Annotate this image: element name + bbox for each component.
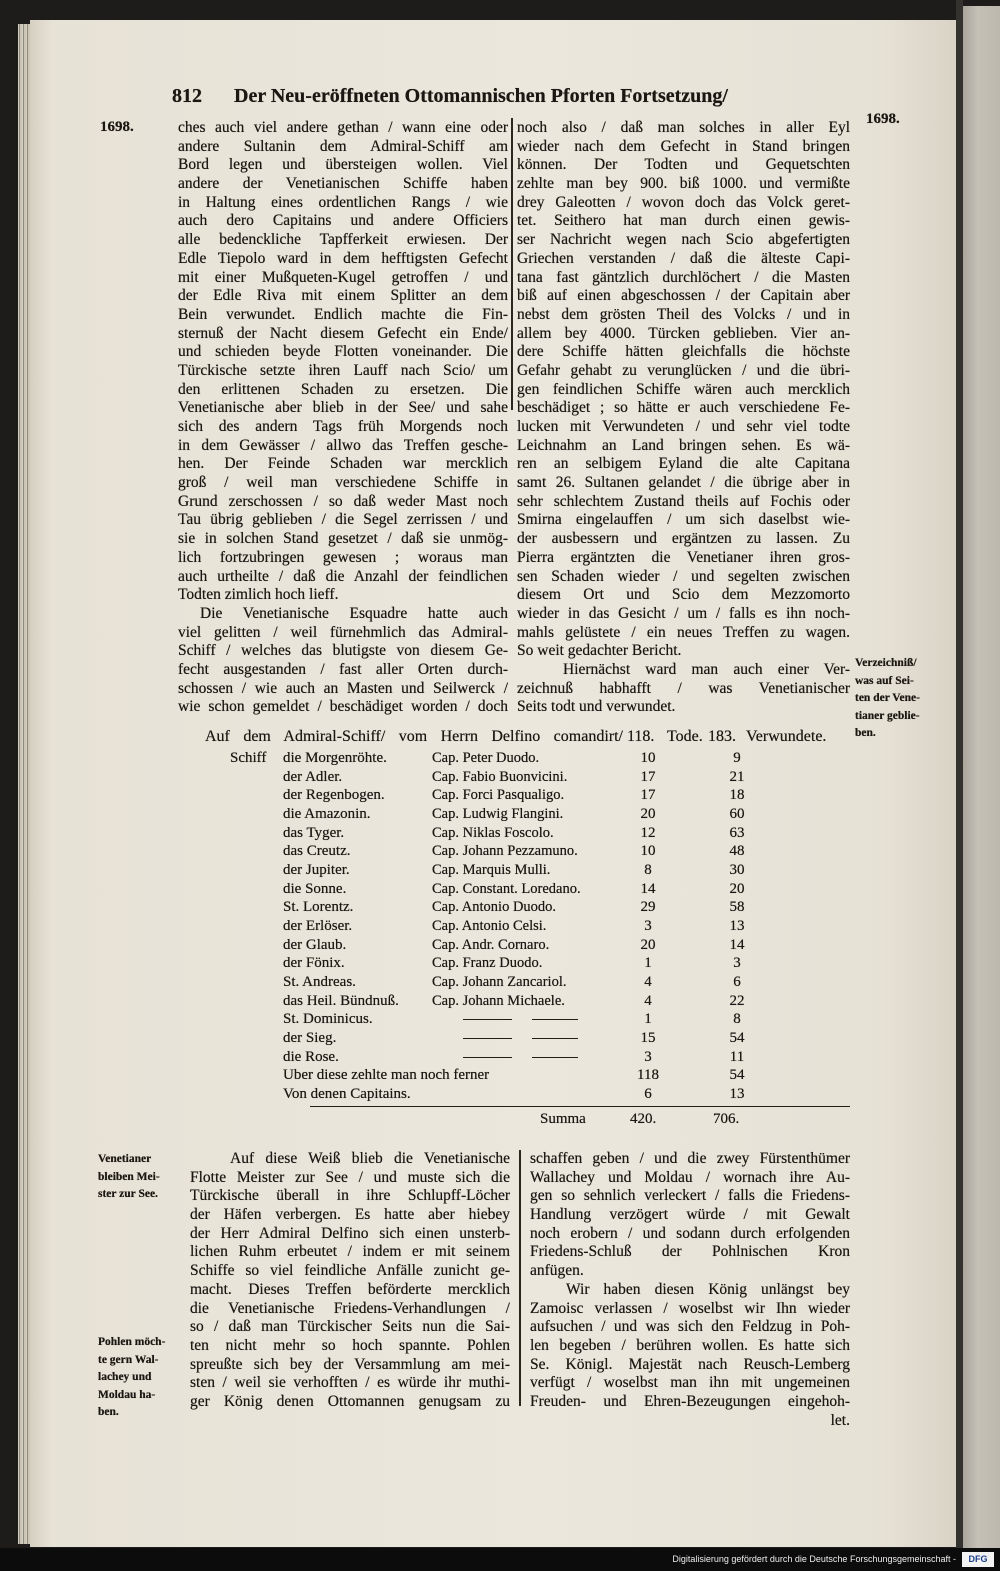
captain-name: Cap. Ludwig Flangini. — [432, 805, 564, 822]
text-line: Se. Königl. Majestät nach Reusch-Lemberg — [530, 1355, 850, 1373]
column-divider — [519, 1150, 521, 1406]
text-line: Leichnahm an Land bringen sehen. Es wä- — [517, 436, 850, 454]
text-line: nebst dem grösten Theil des Volcks / und in — [517, 305, 850, 323]
dead-count: 4 — [644, 973, 652, 990]
captain-name: Cap. Antonio Celsi. — [432, 917, 547, 934]
text-line: sten / weil sie verhofften / es würde ihr muthi- — [190, 1374, 510, 1392]
text-line: Edle Tiepolo ward in dem hefftigsten Gefecht — [178, 249, 508, 267]
text-line: Friedens-Schluß der Pohlnischen Kron — [530, 1243, 850, 1261]
text-line: ger König denen Ottomannen genugsam zu — [190, 1392, 510, 1410]
text-line: Seits todt und verwundet. — [517, 698, 676, 716]
text-line: ser Nachricht wegen nach Scio abgefertigten — [517, 231, 850, 249]
text-line: Smirna eingelauffen / um sich daselbst wie- — [517, 511, 850, 529]
dead-count: 6 — [644, 1085, 652, 1102]
text-line: anfügen. — [530, 1262, 584, 1280]
text-line: Wir haben diesen König unlängst bey — [566, 1280, 850, 1298]
text-line: Griechen verstanden / daß die älteste Capi- — [517, 249, 850, 267]
wounded-count: 60 — [729, 805, 745, 822]
text-line: der Häfen verbergen. Es hatte aber hiebey — [190, 1206, 510, 1224]
dead-count: 8 — [644, 861, 652, 878]
text-line: hen. Der Feinde Schaden war mercklich — [178, 455, 508, 473]
ship-name: das Tyger. — [283, 824, 345, 841]
ship-name: der Adler. — [283, 768, 343, 785]
wounded-count: 13 — [729, 1085, 745, 1102]
summa-row — [0, 1109, 1000, 1129]
text-line: biß auf einen abgeschossen / der Capitain aber — [517, 287, 850, 305]
text-column-bottom-left — [190, 1150, 510, 1412]
dead-count: 3 — [644, 917, 652, 934]
text-line: Türckische setzte ihren Lauff nach Scio/ um — [178, 361, 508, 379]
text-line: fecht ausgestanden / fast aller Orten durch- — [178, 660, 508, 678]
text-line: noch erobern / und sodann durch erfolgenden — [530, 1224, 850, 1242]
table-row — [0, 898, 1000, 917]
text-line: drey Galeotten / wovon doch das Volck geret- — [517, 193, 850, 211]
year-marginal-left: 1698. — [100, 119, 134, 135]
text-line: auch dero Capitains und andere Officiers — [178, 212, 508, 230]
text-line: können. Der Todten und Gequetschten — [517, 156, 850, 174]
text-line: Zamoisc verlassen / woselbst wir Ihn wieder — [530, 1299, 850, 1317]
summa-wounded: 706. — [713, 1111, 740, 1127]
captain-name: Cap. Antonio Duodo. — [432, 899, 557, 916]
text-line: in Haltung eines ordentlichen Rangs / wie — [178, 193, 508, 211]
text-line: tet. Seithero hat man durch einen gewis- — [517, 212, 850, 230]
ship-name: die Rose. — [283, 1048, 339, 1065]
text-line: so / daß man Türckischer Seits nun die Sai- — [190, 1318, 510, 1336]
text-line: allem bey 4000. Türcken geblieben. Vier an- — [517, 324, 850, 342]
text-line: gen so sehnlich verleckert / falls die Friedens- — [530, 1187, 850, 1205]
text-line: ster zur See. — [98, 1188, 158, 1200]
ship-name: Uber diese zehlte man noch ferner — [283, 1067, 490, 1084]
table-sum-rule — [310, 1106, 850, 1107]
summa-dead: 420. — [630, 1111, 657, 1127]
dead-count: 15 — [640, 1029, 656, 1046]
text-line: bleiben Mei- — [98, 1170, 160, 1183]
captain-name: Cap. Johann Zancariol. — [432, 973, 567, 990]
text-line: wieder nach dem Gefecht in Stand bringen — [517, 137, 850, 155]
text-line: diesem Ort und Scio dem Mezzomorto — [517, 586, 850, 604]
dead-count: 118 — [637, 1067, 659, 1084]
text-line: der Herr Admiral Delfino sich einen unsterb- — [190, 1224, 510, 1242]
column-divider — [511, 118, 513, 410]
blank-dash — [463, 1038, 512, 1039]
text-line: samt 26. Sultanen gelandet / die übrige aber in — [517, 474, 850, 492]
text-line: lucken mit Verwundeten / und sehr viel todte — [517, 418, 850, 435]
table-row — [0, 768, 1000, 787]
text-line: verfügt / woselbst man ihn mit ungemeinen — [530, 1374, 850, 1392]
heading-wounded-label: Verwundete. — [746, 728, 827, 745]
casualty-table — [0, 749, 1000, 1103]
text-line: den erlittenen Schaden zu ersetzen. Die — [178, 380, 508, 398]
dead-count: 20 — [640, 805, 656, 822]
year-marginal-right: 1698. — [866, 111, 900, 127]
ship-name: der Jupiter. — [283, 861, 350, 878]
dead-count: 10 — [640, 843, 656, 860]
dead-count: 29 — [640, 899, 656, 916]
dead-count: 1 — [644, 1011, 652, 1028]
text-line: Grund zerschossen / so daß weder Mast noch — [178, 492, 508, 510]
text-line: Verzeichniß/ — [855, 657, 917, 669]
text-line: Die Venetianische Esquadre hatte auch — [200, 604, 508, 622]
text-line: Flotte Meister zur See / und muste sich die — [190, 1168, 510, 1186]
text-line: Schiffe so viel feindliche Anfälle zunicht ge- — [190, 1262, 510, 1280]
blank-dash — [532, 1038, 578, 1039]
dead-count: 4 — [644, 992, 652, 1009]
text-line: Türckische überall in ihre Schlupff-Löcher — [190, 1187, 510, 1205]
text-line: sie in solchen Stand gesetzet / daß sie unmög- — [178, 530, 508, 548]
text-line: Gefahr gehabt zu verunglücken / und die übri- — [517, 361, 850, 379]
table-row — [0, 936, 1000, 955]
text-line: der Edle Riva mit einem Splitter an dem — [178, 287, 508, 305]
wounded-count: 13 — [729, 917, 745, 934]
text-line: te gern Wal- — [98, 1353, 159, 1366]
ship-name: der Erlöser. — [283, 917, 353, 934]
text-line: noch also / daß man solches in aller Eyl — [517, 119, 850, 136]
text-line: spreußte sich bey der Versammlung am mei- — [190, 1355, 510, 1373]
text-line: So weit gedachter Bericht. — [517, 642, 682, 660]
heading-dead-label: Tode. — [667, 728, 703, 745]
captain-name: Cap. Marquis Mulli. — [432, 861, 551, 878]
text-line: auch urtheilte / daß die Anzahl der feindlichen — [178, 567, 508, 585]
text-line: ten der Vene- — [855, 692, 920, 704]
text-line: zeichnuß habhafft / was Venetianischer — [517, 679, 850, 697]
running-title: Der Neu-eröffneten Ottomannischen Pforten Fortsetzung/ — [234, 85, 728, 107]
text-line: len begeben / berühren wollen. Es hatte sich — [530, 1336, 850, 1354]
table-row — [0, 880, 1000, 899]
blank-dash — [463, 1019, 512, 1020]
text-line: viel gelitten / weil fürnehmlich das Admiral- — [178, 623, 508, 641]
ship-name: der Sieg. — [283, 1029, 337, 1046]
text-line: andere der Venetianischen Schiffe haben — [178, 175, 508, 193]
captain-name: Cap. Franz Duodo. — [432, 955, 543, 972]
margin-note-venetianer — [98, 1151, 180, 1204]
text-line: Venetianer — [98, 1153, 152, 1165]
captain-name: Cap. Andr. Cornaro. — [432, 936, 550, 953]
ship-name: St. Andreas. — [283, 973, 356, 990]
text-line: aufsuchen / und was sich den Feldzug in Poh- — [530, 1318, 850, 1336]
captain-name: Cap. Johann Michaele. — [432, 992, 565, 1009]
text-line: schossen / wie auch an Masten und Seilwerck / — [178, 679, 508, 697]
wounded-count: 30 — [729, 861, 745, 878]
ship-name: St. Dominicus. — [283, 1011, 373, 1028]
summa-label: Summa — [540, 1111, 586, 1127]
text-line: mahls gelüstete / ein neues Treffen zu wagen. — [517, 623, 850, 641]
footer-credit: Digitalisierung gefördert durch die Deutsche Forschungsgemeinschaft - — [672, 1554, 956, 1564]
blank-dash — [463, 1057, 512, 1058]
wounded-count: 18 — [729, 787, 745, 804]
text-line: schaffen geben / und die zwey Fürstenthümer — [530, 1150, 850, 1167]
text-line: tana fast gäntzlich durchlöchert / die Masten — [517, 268, 850, 286]
table-heading-text: Auf dem Admiral-Schiff/ vom Herrn Delfino comandirt/ — [205, 728, 623, 745]
text-line: Todten zimlich hoch lieff. — [178, 586, 339, 604]
text-line: Handlung verzögert würde / mit Gewalt — [530, 1206, 850, 1224]
text-line: let. — [830, 1411, 850, 1429]
text-line: groß / weil man verschiedene Schiffe in — [178, 474, 508, 492]
text-line: ten nicht mehr so hoch spannte. Pohlen — [190, 1336, 510, 1354]
captain-name: Cap. Fabio Buonvicini. — [432, 768, 568, 785]
text-line: alle bedenckliche Tapfferkeit erwiesen. Der — [178, 231, 508, 249]
ship-name: St. Lorentz. — [283, 899, 354, 916]
page-number: 812 — [172, 85, 202, 107]
text-line: was auf Sei- — [855, 674, 914, 687]
text-line: lich fortzubringen gewesen ; woraus man — [178, 548, 508, 566]
text-line: Moldau ha- — [98, 1388, 156, 1401]
ship-name: der Regenbogen. — [283, 787, 385, 804]
dead-count: 10 — [640, 750, 656, 766]
wounded-count: 54 — [729, 1067, 745, 1084]
wounded-count: 54 — [729, 1029, 745, 1046]
dead-count: 17 — [640, 768, 656, 785]
text-line: Pierra ergäntzten die Venetianer ihren gros- — [517, 548, 850, 566]
captain-name: Cap. Constant. Loredano. — [432, 880, 581, 897]
wounded-count: 63 — [729, 824, 745, 841]
text-line: mit einer Mußqueten-Kugel getroffen / und — [178, 268, 508, 286]
wounded-count: 8 — [733, 1011, 741, 1028]
wounded-count: 58 — [729, 899, 745, 916]
text-line: Venetianische aber blieb in der See/ und sahe — [178, 399, 508, 417]
text-line: Wallachey und Moldau / wornach ihre Au- — [530, 1168, 850, 1186]
ship-name: das Heil. Bündnuß. — [283, 992, 399, 1009]
dead-count: 14 — [640, 880, 656, 897]
captain-name: Cap. Forci Pasqualigo. — [432, 787, 565, 804]
dead-count: 1 — [644, 955, 652, 972]
ship-name: das Creutz. — [283, 843, 351, 860]
heading-dead-count: 118. — [627, 728, 655, 745]
text-line: sehr schlechtem Zustand theils auf Fochis oder — [517, 492, 850, 510]
wounded-count: 21 — [729, 768, 745, 785]
ship-name: die Morgenröhte. — [283, 750, 387, 766]
text-line: beschädiget ; so hätte er auch verschiedene Fe- — [517, 399, 850, 417]
dead-count: 12 — [640, 824, 656, 841]
text-line: ches auch viel andere gethan / wann eine oder — [178, 119, 508, 136]
wounded-count: 9 — [733, 750, 741, 766]
ship-name: Von denen Capitains. — [283, 1085, 411, 1102]
heading-wounded-count: 183. — [708, 728, 736, 745]
text-line: sternuß der Nacht diesem Gefecht ein Ende/ — [178, 324, 508, 342]
ship-name: die Amazonin. — [283, 805, 371, 822]
captain-name: Cap. Peter Duodo. — [432, 750, 540, 766]
wounded-count: 6 — [733, 973, 741, 990]
dfg-logo: DFG — [962, 1552, 994, 1567]
table-row — [0, 805, 1000, 824]
table-row — [0, 786, 1000, 805]
text-line: macht. Dieses Treffen beförderte mercklich — [190, 1280, 510, 1298]
ship-name: die Sonne. — [283, 880, 347, 897]
text-line: Bord legen und übersteigen wollen. Viel — [178, 156, 508, 174]
text-line: Schiff / welches das blutigste von diesem Ge- — [178, 642, 508, 660]
text-line: tianer geblie- — [855, 709, 920, 722]
table-row — [0, 749, 1000, 768]
table-row — [0, 917, 1000, 936]
text-line: Bein verwundet. Endlich machte die Fin- — [178, 305, 508, 323]
ship-name: der Glaub. — [283, 936, 347, 953]
wounded-count: 14 — [729, 936, 745, 953]
wounded-count: 11 — [729, 1048, 745, 1065]
wounded-count: 22 — [729, 992, 745, 1009]
table-row — [0, 1048, 1000, 1067]
table-row — [0, 1029, 1000, 1048]
text-line: der ausbessern und ergäntzen zu lassen. Zu — [517, 530, 850, 548]
wounded-count: 48 — [729, 843, 745, 860]
table-row — [0, 973, 1000, 992]
text-line: Freuden- und Ehren-Bezeugungen eingehoh- — [530, 1392, 850, 1410]
text-line: sich des andern Tags früh Morgends noch — [178, 418, 508, 435]
ship-name: der Fönix. — [283, 955, 345, 972]
margin-note-pohlen — [98, 1334, 180, 1422]
text-line: lachey und — [98, 1371, 152, 1383]
ship-prefix: Schiff — [230, 750, 267, 766]
text-line: und schieden beyde Flotten voneinander. Die — [178, 343, 508, 361]
wounded-count: 3 — [733, 955, 741, 972]
captain-name: Cap. Johann Pezzamuno. — [432, 843, 578, 860]
blank-dash — [532, 1057, 578, 1058]
blank-dash — [532, 1019, 578, 1020]
text-line: sen Schaden wieder / und segelten zwischen — [517, 567, 850, 585]
dead-count: 20 — [640, 936, 656, 953]
text-line: Auf diese Weiß blieb die Venetianische — [230, 1150, 510, 1167]
table-row — [0, 1066, 1000, 1085]
text-line: ben. — [855, 727, 876, 739]
table-row — [0, 954, 1000, 973]
text-line: die Venetianische Friedens-Verhandlungen / — [190, 1299, 510, 1317]
table-heading — [0, 727, 1000, 747]
text-column-top-left — [178, 119, 508, 717]
text-column-top-right — [517, 119, 850, 717]
table-row — [0, 1085, 1000, 1104]
text-line: zehlte man bey 900. biß 1000. und vermißte — [517, 175, 850, 193]
table-row — [0, 842, 1000, 861]
text-line: lichen Ruhm erbeutet / indem er mit seinem — [190, 1243, 510, 1261]
text-column-bottom-right — [530, 1150, 850, 1430]
text-line: andere Sultanin dem Admiral-Schiff am — [178, 137, 508, 155]
text-line: Tau übrig geblieben / die Segel zerrissen / und — [178, 511, 508, 529]
text-line: wie schon gemeldet / beschädiget worden / doch — [178, 698, 508, 716]
table-row — [0, 1010, 1000, 1029]
text-line: ren an selbigem Eyland die alte Capitana — [517, 455, 850, 473]
text-line: gen feindlichen Schiffe wären auch mercklich — [517, 380, 850, 398]
text-line: wieder in das Gesicht / um / falls es ihn noch- — [517, 604, 850, 622]
table-row — [0, 824, 1000, 843]
text-line: Pohlen möch- — [98, 1336, 166, 1348]
dead-count: 17 — [640, 787, 656, 804]
dead-count: 3 — [644, 1048, 652, 1065]
text-line: dere Schiffe hätten gleichfalls die höchste — [517, 343, 850, 361]
captain-name: Cap. Niklas Foscolo. — [432, 824, 554, 841]
wounded-count: 20 — [729, 880, 745, 897]
table-row — [0, 861, 1000, 880]
text-line: ben. — [98, 1406, 119, 1418]
table-row — [0, 992, 1000, 1011]
text-line: Hiernächst ward man auch einer Ver- — [563, 660, 850, 678]
text-line: in dem Gewässer / allwo das Treffen gesche- — [178, 436, 508, 454]
